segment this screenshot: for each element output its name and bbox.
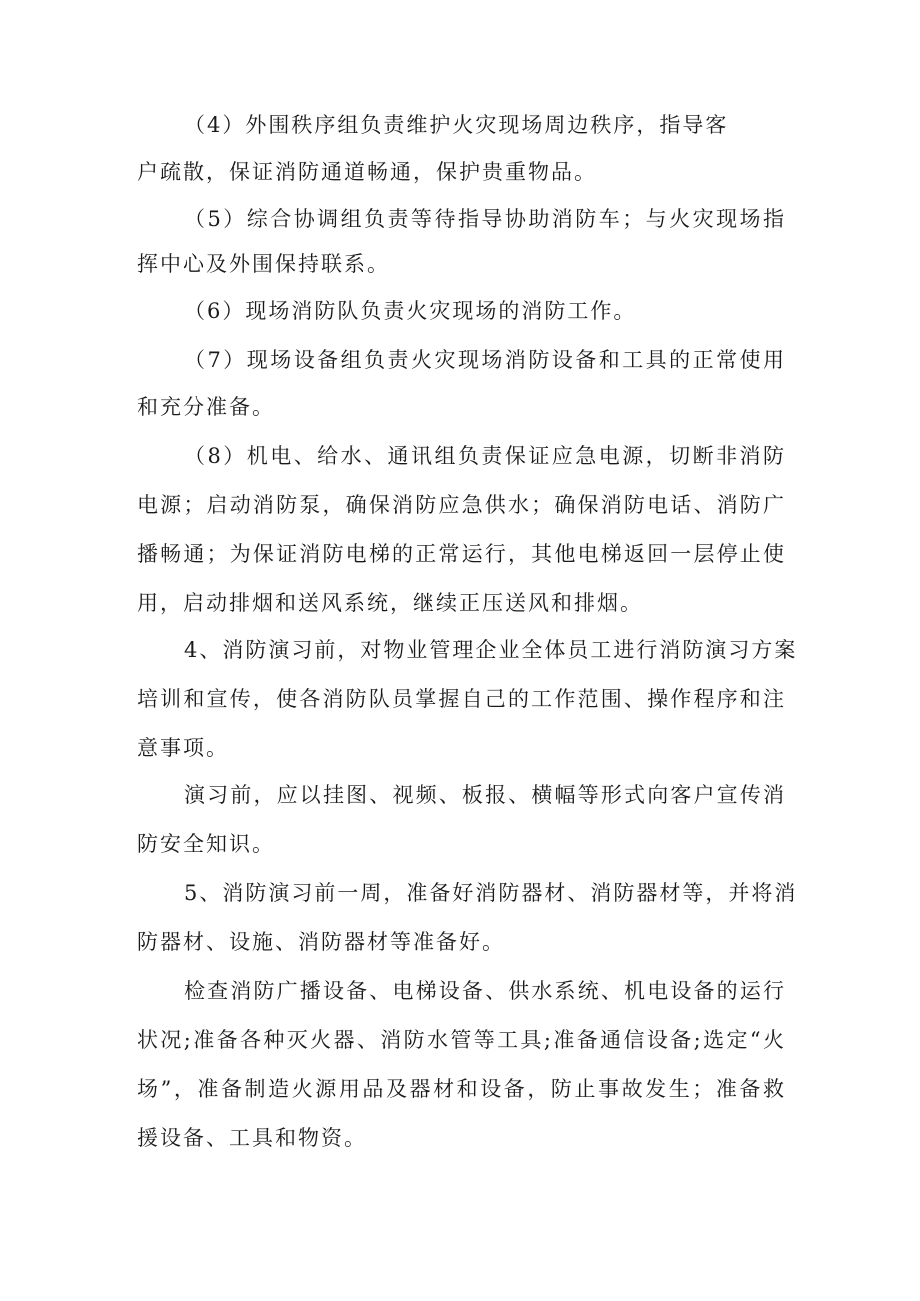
- text-line: 培训和宣传，使各消防队员掌握自己的工作范围、操作程序和注: [137, 687, 786, 711]
- text-line: 演习前，应以挂图、视频、板报、横幅等形式向客户宣传消: [184, 783, 786, 807]
- text-line: 援设备、工具和物资。: [137, 1126, 367, 1150]
- text-line: （7）现场设备组负责火灾现场消防设备和工具的正常使用: [184, 348, 786, 372]
- text-line: （4）外围秩序组负责维护火灾现场周边秩序，指导客: [184, 113, 729, 137]
- text-line: 防器材、设施、消防器材等准备好。: [137, 930, 505, 954]
- text-line: 电源；启动消防泵，确保消防应急供水；确保消防电话、消防广: [137, 493, 786, 517]
- text-line: 和充分准备。: [137, 395, 275, 419]
- text-line: 户疏散，保证消防通道畅通，保护贵重物品。: [137, 160, 597, 184]
- text-line: 场”，准备制造火源用品及器材和设备，防止事故发生；准备救: [137, 1077, 786, 1101]
- text-line: （8）机电、给水、通讯组负责保证应急电源，切断非消防: [184, 444, 786, 468]
- text-line: 用，启动排烟和送风系统，继续正压送风和排烟。: [137, 591, 643, 615]
- text-line: 播畅通；为保证消防电梯的正常运行，其他电梯返回一层停止使: [137, 542, 786, 566]
- text-line: 意事项。: [137, 736, 229, 760]
- text-line: 5、消防演习前一周，准备好消防器材、消防器材等，并将消: [184, 881, 798, 905]
- text-line: （6）现场消防队负责火灾现场的消防工作。: [184, 299, 637, 323]
- text-line: 4、消防演习前，对物业管理企业全体员工进行消防演习方案: [184, 638, 798, 662]
- text-line: 挥中心及外围保持联系。: [137, 252, 390, 276]
- text-line: 防安全知识。: [137, 832, 275, 856]
- text-line: 检查消防广播设备、电梯设备、供水系统、机电设备的运行: [184, 979, 786, 1003]
- text-line: （5）综合协调组负责等待指导协助消防车；与火灾现场指: [184, 207, 786, 231]
- text-line: 状况;准备各种灭火器、消防水管等工具;准备通信设备;选定“火: [137, 1028, 786, 1052]
